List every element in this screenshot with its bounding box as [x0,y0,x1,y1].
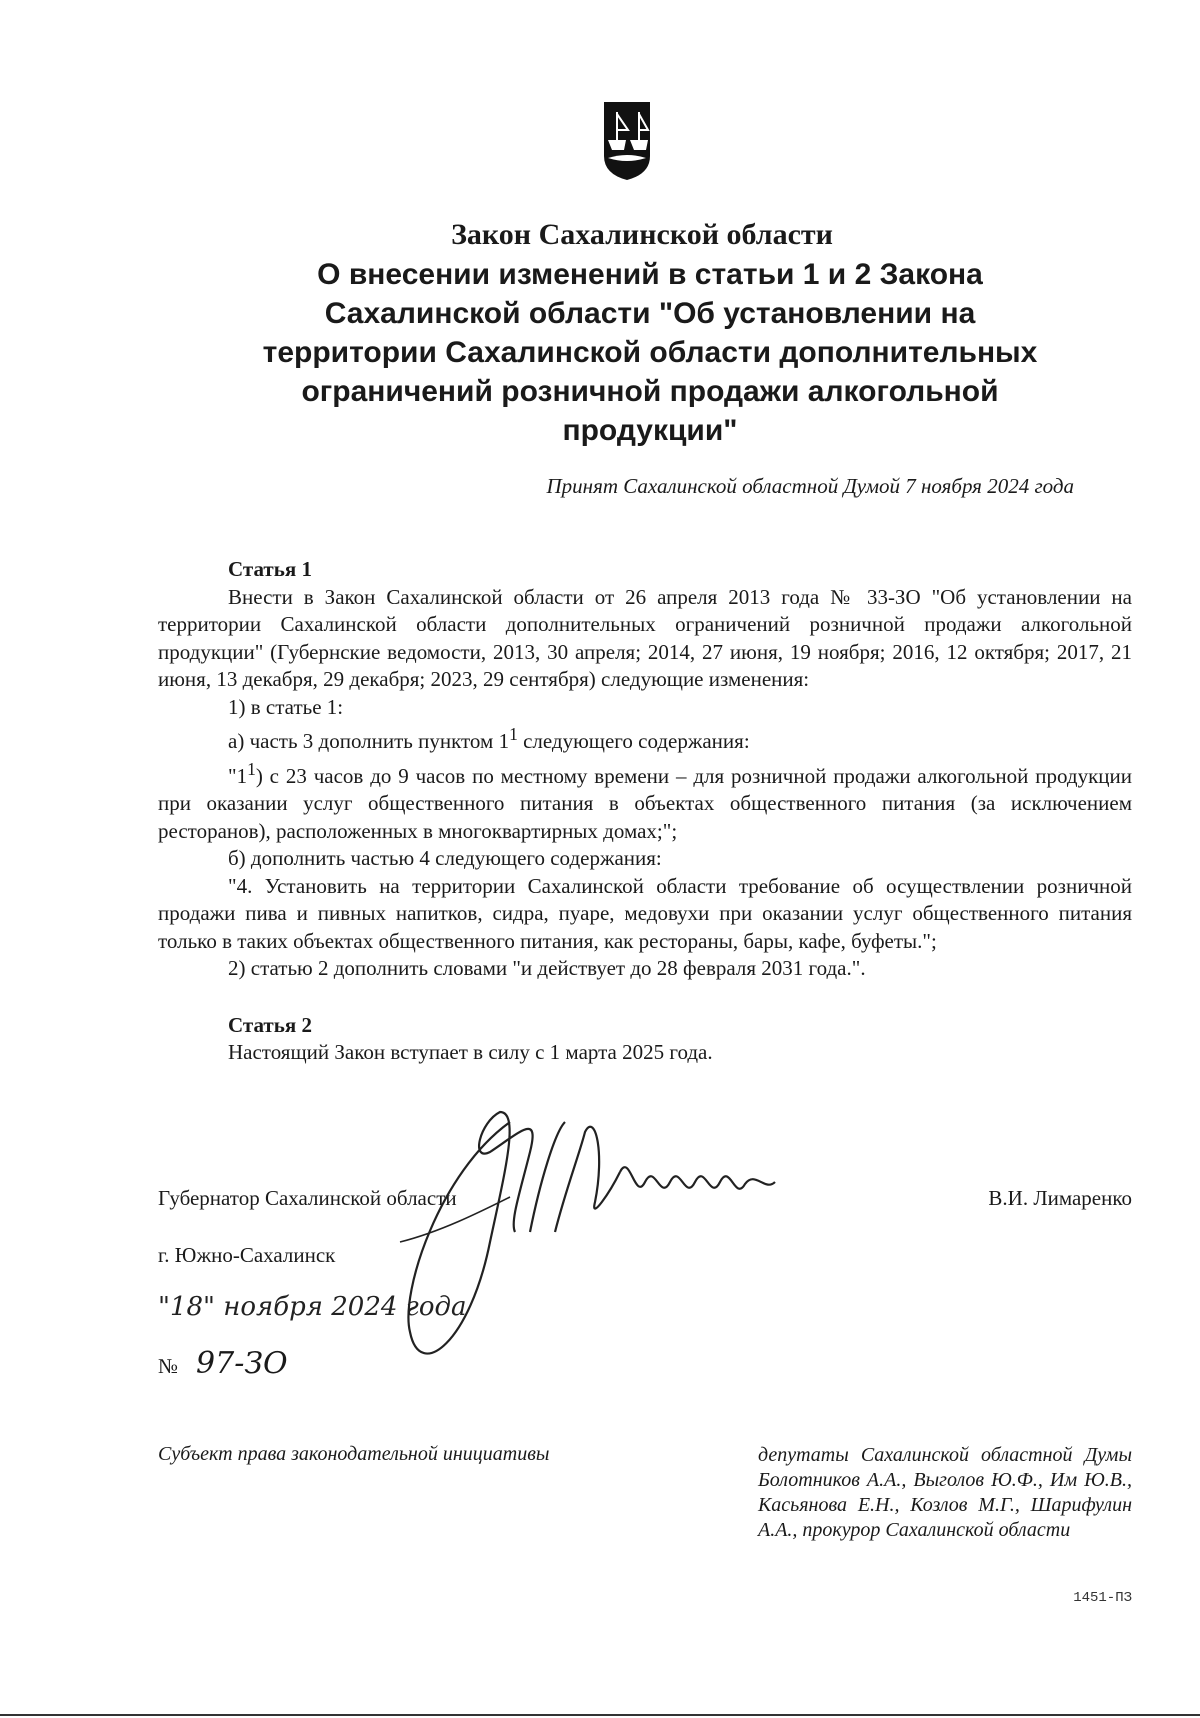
adoption-note: Принят Сахалинской областной Думой 7 ноября 2024 года [546,474,1074,498]
article-2-heading: Статья 2 [228,1012,312,1037]
article-1-heading: Статья 1 [228,557,312,581]
law-kind-heading: Закон Сахалинской области [451,218,833,251]
initiative-subjects: депутаты Сахалинской областной Думы Болотников А.А., Выголов Ю.Ф., Им Ю.В., Касьянова Е.Н., Козлов М.Г., Шарифулин А.А., прокурор Сахалинской области [758,1444,1132,1541]
law-title [210,255,1090,450]
scan-bottom-edge [0,1714,1200,1716]
article-2-text: Настоящий Закон вступает в силу с 1 марта 2025 года. [228,1040,713,1064]
article-1-item-1a: а) часть 3 дополнить пунктом $1^1$ следующего содержания: [228,724,750,753]
city: г. Южно-Сахалинск [158,1243,336,1267]
law-title-line: О внесении изменений в статьи 1 и 2 Закона [317,258,983,291]
article-1-item-2: 2) статью 2 дополнить словами "и действует до 28 февраля 2031 года.". [228,956,866,980]
number-label: № [158,1354,179,1378]
governor-signature [380,1092,850,1392]
law-title-line: ограничений розничной продажи алкогольной [301,375,999,408]
article-1-intro: Внести в Закон Сахалинской области от 26 апреля 2013 года № 33-ЗО "Об установлении на территории Сахалинской области дополнительных ограничений розничной продажи алкогольной продукции" (Губернские ведомости, 2013, 30 апреля; 2014, 27 июня, 19 ноября; 2016, 12 октября; 2017, 21 июня, 13 декабря, 29 декабря; 2023, 29 сентября) следующие изменения: [158,584,1132,691]
number-value: 97-ЗО [196,1346,288,1381]
coat-of-arms-emblem [602,100,652,182]
law-body [158,556,1132,1067]
governor-position: Губернатор Сахалинской области [158,1186,457,1210]
document-code: 1451-ПЗ [1073,1590,1132,1606]
law-title-line: Сахалинской области "Об установлении на [324,297,976,330]
initiative-label: Субъект права законодательной инициативы [158,1443,550,1465]
article-1-item-1: 1) в статье 1: [228,694,344,719]
article-1-quote-2: "4. Установить на территории Сахалинской области требование об осуществлении розничной продажи пива и пивных напитков, сидра, пуаре, медовухи при оказании услуг общественного питания только в таких объектах общественного питания, как рестораны, бары, кафе, буфеты."; [158,873,1132,953]
law-title-line: продукции" [562,414,738,447]
signing-date: "18" ноября 2024 года [158,1292,467,1322]
article-1-item-1b: б) дополнить частью 4 следующего содержания: [228,846,662,870]
law-number [158,1346,288,1381]
governor-name: В.И. Лимаренко [988,1186,1132,1210]
law-title-line: территории Сахалинской области дополнительных [262,336,1038,369]
article-1-quote-1: "$1^1$) с 23 часов до 9 часов по местному времени – для розничной продажи алкогольной продукции при оказании услуг общественного питания в объектах общественного питания (за исключением ресторанов), расположенных в многоквартирных домах;"; [158,758,1132,843]
